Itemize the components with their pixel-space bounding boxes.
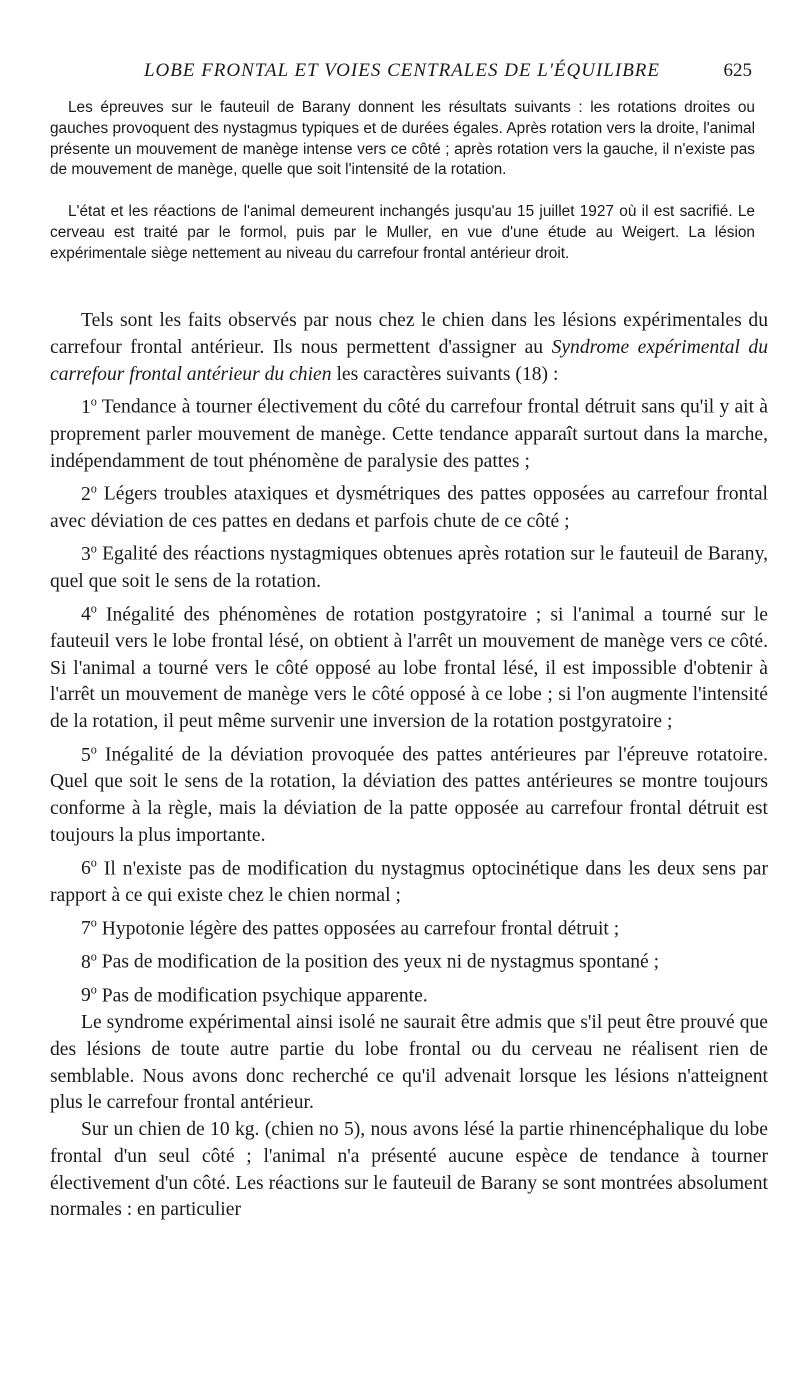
case-notes-continued bbox=[50, 202, 755, 264]
criterion-paragraph: 3$^o$ Egalité des réactions nystagmiques obtenues après rotation sur le fauteuil de Barany, quel que soit le sens de la rotation. bbox=[50, 541, 768, 592]
criterion-number: 6$^o$ bbox=[81, 855, 97, 880]
conclusion-paragraph: Sur un chien de 10 kg. (chien no 5), nous avons lésé la partie rhinencéphalique du lobe frontal d'un seul côté ; l'animal n'a présenté aucune espèce de tendance à tourner électivement d'un côté. Les réactions sur le fauteuil de Barany se sont montrées absolument normales : en particulier bbox=[50, 1119, 768, 1221]
criterion-paragraph: 2$^o$ Légers troubles ataxiques et dysmétriques des pattes opposées au carrefour frontal avec déviation de ces pattes en dedans et parfois chute de ce côté ; bbox=[50, 481, 768, 532]
main-text bbox=[50, 308, 768, 1224]
case-note-paragraph: L'état et les réactions de l'animal demeurent inchangés jusqu'au 15 juillet 1927 où il est sacrifié. Le cerveau est traité par le formol, puis par le Muller, en vue d'une étude au Weigert. La lésion expérimentale siège nettement au niveau du carrefour frontal antérieur droit. bbox=[50, 203, 755, 262]
running-head bbox=[0, 60, 800, 90]
criterion-paragraph: 5$^o$ Inégalité de la déviation provoquée des pattes antérieures par l'épreuve rotatoire. Quel que soit le sens de la rotation, la déviation des pattes antérieures se montre toujours conforme à la règle, mais la déviation de la patte opposée au carrefour frontal détruit est toujours la plus importante. bbox=[50, 742, 768, 846]
page-number: 625 bbox=[723, 60, 752, 81]
criterion-paragraph: 1$^o$ Tendance à tourner électivement du côté du carrefour frontal détruit sans qu'il y ait à proprement parler mouvement de manège. Cette tendance apparaît surtout dans la marche, indépendamment de tout phénomène de paralysie des pattes ; bbox=[50, 394, 768, 472]
criterion-number: 8$^o$ bbox=[81, 949, 97, 973]
criterion-number: 7$^o$ bbox=[81, 915, 97, 940]
criterion-number: 9$^o$ bbox=[81, 982, 97, 1007]
syndrome-title: Syndrome expérimental du carrefour frontal antérieur du chien bbox=[50, 336, 768, 385]
criterion-paragraph: 9$^o$ Pas de modification psychique apparente. bbox=[81, 982, 428, 1007]
conclusion-paragraph: Le syndrome expérimental ainsi isolé ne saurait être admis que s'il peut être prouvé que des lésions de toute autre partie du lobe frontal ou du cerveau ne réalisent rien de semblable. Nous avons donc recherché ce qu'il advenait lorsque les lésions n'atteignent plus le carrefour frontal antérieur. bbox=[50, 1011, 768, 1114]
case-note-paragraph: Les épreuves sur le fauteuil de Barany donnent les résultats suivants : les rotations droites ou gauches provoquent des nystagmus typiques et de durées égales. Après rotation vers la droite, l'animal présente un mouvement de manège intense vers ce côté ; après rotation vers la gauche, il n'existe pas de mouvement de manège, quelle que soit l'intensité de la rotation. bbox=[50, 99, 755, 179]
criterion-number: 4$^o$ bbox=[81, 601, 97, 626]
case-notes bbox=[50, 98, 755, 181]
criterion-number: 1$^o$ bbox=[81, 394, 97, 418]
criterion-number: 3$^o$ bbox=[81, 541, 97, 565]
criterion-paragraph: 7$^o$ Hypotonie légère des pattes opposées au carrefour frontal détruit ; bbox=[81, 915, 620, 940]
running-title: LOBE FRONTAL ET VOIES CENTRALES DE L'ÉQUILIBRE bbox=[143, 60, 661, 81]
criterion-number: 5$^o$ bbox=[81, 742, 97, 766]
criterion-paragraph: 4$^o$ Inégalité des phénomènes de rotation postgyratoire ; si l'animal a tourné sur le fauteuil vers le lobe frontal lésé, on obtient à l'arrêt un mouvement de manège vers ce côté. Si l'animal a tourné vers le côté opposé au lobe frontal lésé, il est impossible d'obtenir à l'arrêt un mouvement de manège vers le côté opposé à ce lobe ; si l'on augmente l'intensité de la rotation, il peut même survenir une inversion de la rotation postgyratoire ; bbox=[50, 601, 768, 733]
criterion-number: 2$^o$ bbox=[81, 481, 97, 505]
criterion-paragraph: 8$^o$ Pas de modification de la position des yeux ni de nystagmus spontané ; bbox=[81, 949, 660, 973]
criterion-paragraph: 6$^o$ Il n'existe pas de modification du nystagmus optocinétique dans les deux sens par rapport à ce qui existe chez le chien normal ; bbox=[50, 855, 768, 907]
intro-paragraph: Tels sont les faits observés par nous chez le chien dans les lésions expérimentales du carrefour frontal antérieur. Ils nous permettent d'assigner au Syndrome expérimental du carrefour frontal antérieur du chien les caractères suivants (18) : bbox=[50, 310, 768, 385]
